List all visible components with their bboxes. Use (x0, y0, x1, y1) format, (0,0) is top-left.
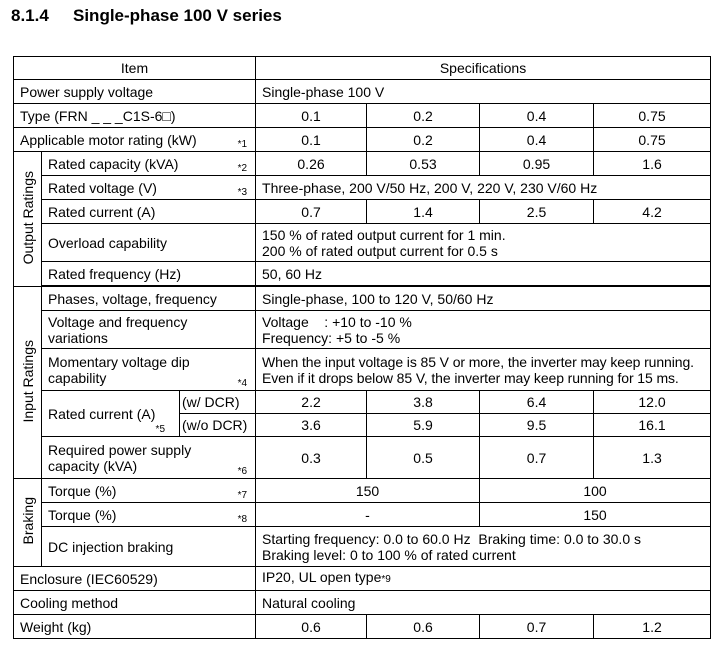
voltage-dip-label-line-2: capability (48, 369, 107, 386)
variations-row (14, 311, 711, 349)
variations-label (42, 311, 256, 349)
section-title: Single-phase 100 V series (73, 6, 282, 25)
weight-label: Weight (kg) (14, 615, 256, 639)
overload-row (14, 224, 711, 262)
input-ratings-group (14, 287, 42, 479)
rated-voltage-row (14, 176, 711, 200)
type-value: 0.1 (256, 104, 367, 128)
torque-8-label: Torque (%) (48, 506, 117, 523)
voltage-dip-line-2: Even if it drops below 85 V, the inverter may keep running for 15 ms. (262, 369, 679, 386)
rated-current-value: 1.4 (367, 200, 480, 224)
footnote-marker: *4 (237, 378, 248, 389)
section-heading (11, 6, 282, 26)
cooling-value: Natural cooling (256, 591, 711, 615)
torque-8-row (14, 503, 711, 527)
enclosure-label: Enclosure (IEC60529) (14, 567, 256, 591)
output-ratings-label: Output Ratings (20, 170, 36, 265)
braking-group (14, 479, 42, 567)
weight-value: 0.6 (367, 615, 480, 639)
input-current-dcr-value: 3.8 (367, 391, 480, 414)
header-row (14, 57, 711, 80)
with-dcr-label: (w/ DCR) (180, 391, 256, 414)
rated-current-value: 2.5 (480, 200, 594, 224)
torque-7-row (14, 479, 711, 503)
rated-capacity-cell (42, 152, 256, 176)
torque-7-right-value: 100 (480, 479, 711, 503)
motor-rating-value: 0.2 (367, 128, 480, 152)
rated-voltage-label: Rated voltage (V) (48, 179, 157, 196)
torque-7-left-value: 150 (256, 479, 480, 503)
type-row (14, 104, 711, 128)
required-capacity-row (14, 437, 711, 479)
motor-rating-value: 0.1 (256, 128, 367, 152)
footnote-marker: *9 (381, 574, 391, 585)
required-capacity-value: 0.3 (256, 437, 367, 479)
footnote-marker: *7 (237, 490, 248, 501)
dc-braking-value (256, 527, 711, 567)
motor-rating-value: 0.75 (594, 128, 711, 152)
input-current-nodcr-value: 3.6 (256, 414, 367, 437)
overload-line-2: 200 % of rated output current for 0.5 s (262, 242, 498, 259)
weight-value: 1.2 (594, 615, 711, 639)
power-supply-value: Single-phase 100 V (256, 80, 711, 104)
power-supply-row (14, 80, 711, 104)
footnote-marker: *5 (155, 424, 165, 435)
output-ratings-group (14, 152, 42, 287)
weight-value: 0.7 (480, 615, 594, 639)
spec-table (13, 56, 711, 639)
torque-8-cell (42, 503, 256, 527)
voltage-dip-line-1: When the input voltage is 85 V or more, the inverter may keep running. (262, 353, 694, 370)
braking-label: Braking (20, 497, 36, 545)
variations-label-line-2: variations (48, 329, 108, 346)
footnote-marker: *6 (237, 466, 248, 477)
input-current-nodcr-value: 9.5 (480, 414, 594, 437)
voltage-dip-row (14, 349, 711, 391)
type-value: 0.75 (594, 104, 711, 128)
power-supply-label: Power supply voltage (14, 80, 256, 104)
variations-line-2: Frequency: +5 to -5 % (262, 329, 401, 346)
type-value: 0.4 (480, 104, 594, 128)
phases-label: Phases, voltage, frequency (42, 287, 256, 311)
torque-8-right-value: 150 (480, 503, 711, 527)
phases-row (14, 287, 711, 311)
section-number: 8.1.4 (11, 6, 49, 25)
dc-braking-line-2: Braking level: 0 to 100 % of rated current (262, 546, 516, 563)
input-current-dcr-value: 2.2 (256, 391, 367, 414)
enclosure-value-cell (256, 567, 711, 591)
motor-rating-value: 0.4 (480, 128, 594, 152)
footnote-marker: *3 (237, 187, 248, 198)
cooling-label: Cooling method (14, 591, 256, 615)
rated-capacity-value: 1.6 (594, 152, 711, 176)
cooling-row (14, 591, 711, 615)
voltage-dip-label-line-1: Momentary voltage dip (48, 353, 190, 370)
motor-rating-label: Applicable motor rating (kW) (20, 131, 197, 148)
required-capacity-label (42, 437, 256, 479)
rated-voltage-cell (42, 176, 256, 200)
input-current-dcr-value: 12.0 (594, 391, 711, 414)
footnote-marker: *1 (237, 139, 248, 150)
motor-rating-cell (14, 128, 256, 152)
variations-value (256, 311, 711, 349)
overload-value (256, 224, 711, 262)
rated-capacity-value: 0.26 (256, 152, 367, 176)
input-current-cell (42, 391, 180, 437)
variations-label-line-1: Voltage and frequency (48, 313, 188, 330)
input-current-nodcr-value: 5.9 (367, 414, 480, 437)
type-value: 0.2 (367, 104, 480, 128)
dc-braking-line-1: Starting frequency: 0.0 to 60.0 Hz Braking time: 0.0 to 30.0 s (262, 530, 641, 547)
torque-7-label: Torque (%) (48, 482, 117, 499)
rated-capacity-row (14, 152, 711, 176)
torque-7-cell (42, 479, 256, 503)
overload-label: Overload capability (42, 224, 256, 262)
torque-8-left-value: - (256, 503, 480, 527)
required-capacity-label-line-1: Required power supply (48, 441, 192, 458)
rated-capacity-value: 0.95 (480, 152, 594, 176)
footnote-marker: *8 (237, 514, 248, 525)
type-label: Type (FRN _ _ _C1S-6□) (14, 104, 256, 128)
rated-current-value: 0.7 (256, 200, 367, 224)
weight-value: 0.6 (256, 615, 367, 639)
specifications-header: Specifications (256, 57, 711, 80)
voltage-dip-label (42, 349, 256, 391)
footnote-marker: *2 (237, 163, 248, 174)
enclosure-row (14, 567, 711, 591)
weight-row (14, 615, 711, 639)
rated-frequency-row (14, 262, 711, 286)
required-capacity-value: 1.3 (594, 437, 711, 479)
rated-frequency-value: 50, 60 Hz (256, 262, 711, 286)
rated-current-row (14, 200, 711, 224)
enclosure-value: IP20, UL open type (262, 569, 382, 585)
without-dcr-label: (w/o DCR) (180, 414, 256, 437)
voltage-dip-value (256, 349, 711, 391)
required-capacity-value: 0.7 (480, 437, 594, 479)
dc-braking-label: DC injection braking (42, 527, 256, 567)
variations-line-1: Voltage : +10 to -10 % (262, 313, 412, 330)
rated-capacity-value: 0.53 (367, 152, 480, 176)
input-current-dcr-value: 6.4 (480, 391, 594, 414)
input-current-nodcr-value: 16.1 (594, 414, 711, 437)
rated-voltage-value: Three-phase, 200 V/50 Hz, 200 V, 220 V, 230 V/60 Hz (256, 176, 711, 200)
rated-current-value: 4.2 (594, 200, 711, 224)
dc-braking-row (14, 527, 711, 567)
input-ratings-label: Input Ratings (20, 339, 36, 423)
input-current-dcr-row (14, 391, 711, 414)
phases-value: Single-phase, 100 to 120 V, 50/60 Hz (256, 287, 711, 311)
required-capacity-value: 0.5 (367, 437, 480, 479)
motor-rating-row (14, 128, 711, 152)
required-capacity-label-line-2: capacity (kVA) (48, 457, 138, 474)
rated-current-label: Rated current (A) (42, 200, 256, 224)
input-current-label: Rated current (A) (48, 405, 156, 422)
overload-line-1: 150 % of rated output current for 1 min. (262, 226, 506, 243)
rated-frequency-label: Rated frequency (Hz) (42, 262, 256, 286)
item-header: Item (14, 57, 256, 80)
rated-capacity-label: Rated capacity (kVA) (48, 155, 179, 172)
